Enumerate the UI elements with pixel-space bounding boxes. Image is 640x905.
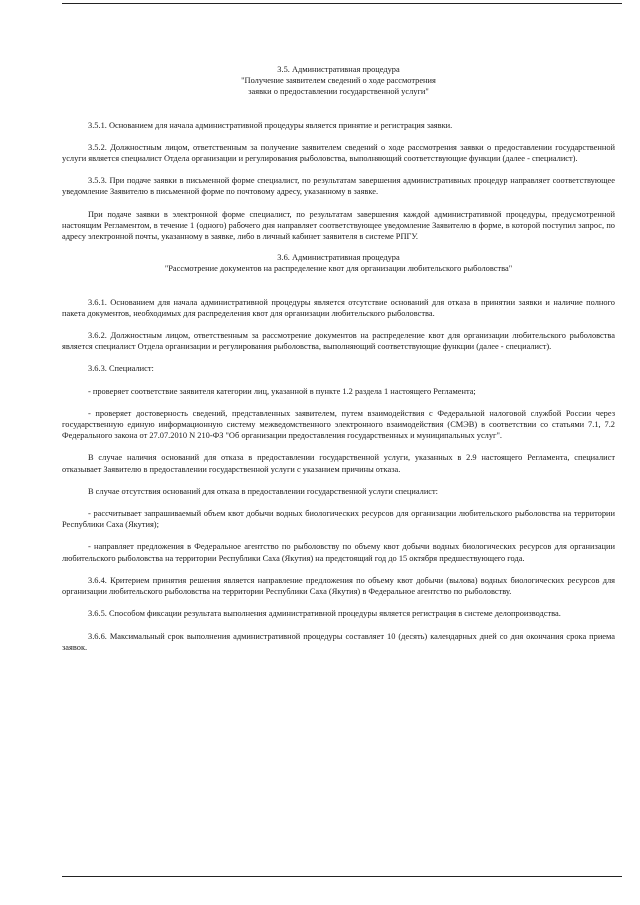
- list-item: - направляет предложения в Федеральное агентство по рыболовству по объему квот добычи водных биологических ресурсов для организации любительского рыболовства на территории Республики Саха (Якутия) на предстоящий год до 15 октября предшествующего года.: [62, 542, 615, 563]
- paragraph-3-6-4: 3.6.4. Критерием принятия решения является направление предложения по объему квот добычи (вылова) водных биологических ресурсов для организации любительского рыболовства на территории Республики Саха (Якутия) в Федеральное агентство по рыболовству.: [62, 575, 615, 597]
- list-item: - проверяет достоверность сведений, представленных заявителем, путем взаимодействия с Федеральной налоговой службой России через государственную единую информационную систему межведомственного электронного взаимодействия (СМЭВ) в соответствии со статьями 7.1, 7.2 Федерального закона от 27.07.2010 N 210-ФЗ "Об организации предоставления государственных и муниципальных услуг".: [62, 408, 615, 441]
- section-title: 3.6. Административная процедура: [277, 253, 400, 263]
- top-rule: [62, 3, 622, 4]
- section-3-6-heading: [62, 252, 615, 274]
- document-page: [62, 64, 615, 653]
- section-title: 3.5. Административная процедура: [277, 65, 400, 74]
- paragraph-refusal: В случае наличия оснований для отказа в предоставлении государственной услуги, указанных в 2.9 настоящего Регламента, специалист отказывает Заявителю в предоставлении государственной услуги с указанием причины отказа.: [62, 453, 615, 474]
- paragraph-3-5-1: 3.5.1. Основанием для начала административной процедуры является принятие и регистрация заявки.: [88, 120, 453, 130]
- paragraph-3-6-6: 3.6.6. Максимальный срок выполнения административной процедуры составляет 10 (десять) календарных дней со дня окончания срока приема заявок.: [62, 631, 615, 652]
- list-item: - проверяет соответствие заявителя категории лиц, указанной в пункте 1.2 раздела 1 настоящего Регламента;: [88, 386, 476, 396]
- paragraph-3-6-1: 3.6.1. Основанием для начала административной процедуры является отсутствие оснований для отказа в принятии заявки и наличие полного пакета документов, необходимых для распределения квот для организации любительского рыболовства.: [62, 297, 615, 318]
- bottom-rule: [62, 876, 622, 877]
- paragraph-3-5-2: 3.5.2. Должностным лицом, ответственным за получение заявителем сведений о ходе рассмотрения заявки о предоставлении государственной услуги является специалист Отдела организации и регулирования рыболовства, выполняющий соответствующие функции (далее - специалист).: [62, 142, 615, 164]
- paragraph-no-refusal: В случае отсутствия оснований для отказа в предоставлении государственной услуги специалист:: [88, 486, 439, 496]
- paragraph-3-5-3-electronic: При подаче заявки в электронной форме специалист, по результатам завершения каждой административной процедуры, предусмотренной настоящим Регламентом, в течение 1 (одного) рабочего дня направляет соответствующее уведомление Заявителю в форме, в которой поступил запрос, по адресу электронной почты, указанному в заявке, либо в личный кабинет заявителя в системе РПГУ.: [62, 209, 615, 242]
- paragraph-3-6-5: 3.6.5. Способом фиксации результата выполнения административной процедуры является регистрация в системе делопроизводства.: [88, 609, 561, 619]
- section-subtitle: заявки о предоставлении государственной услуги": [248, 87, 429, 97]
- paragraph-3-6-3: 3.6.3. Специалист:: [88, 364, 154, 374]
- section-subtitle: "Рассмотрение документов на распределение квот для организации любительского рыболовства": [164, 264, 513, 274]
- list-item: - рассчитывает запрашиваемый объем квот добычи водных биологических ресурсов для организации любительского рыболовства на территории Республики Саха (Якутия);: [62, 509, 615, 530]
- section-subtitle: "Получение заявителем сведений о ходе рассмотрения: [241, 76, 436, 86]
- section-3-5-heading: [62, 64, 615, 98]
- paragraph-3-6-2: 3.6.2. Должностным лицом, ответственным за рассмотрение документов на распределение квот для организации любительского рыболовства является специалист Отдела организации и регулирования рыболовства, выполняющий соответствующие функции (далее - специалист).: [62, 331, 615, 352]
- paragraph-3-5-3: 3.5.3. При подаче заявки в письменной форме специалист, по результатам завершения административных процедур направляет соответствующее уведомление Заявителю в письменной форме по почтовому адресу, указанному в заявке.: [62, 176, 615, 197]
